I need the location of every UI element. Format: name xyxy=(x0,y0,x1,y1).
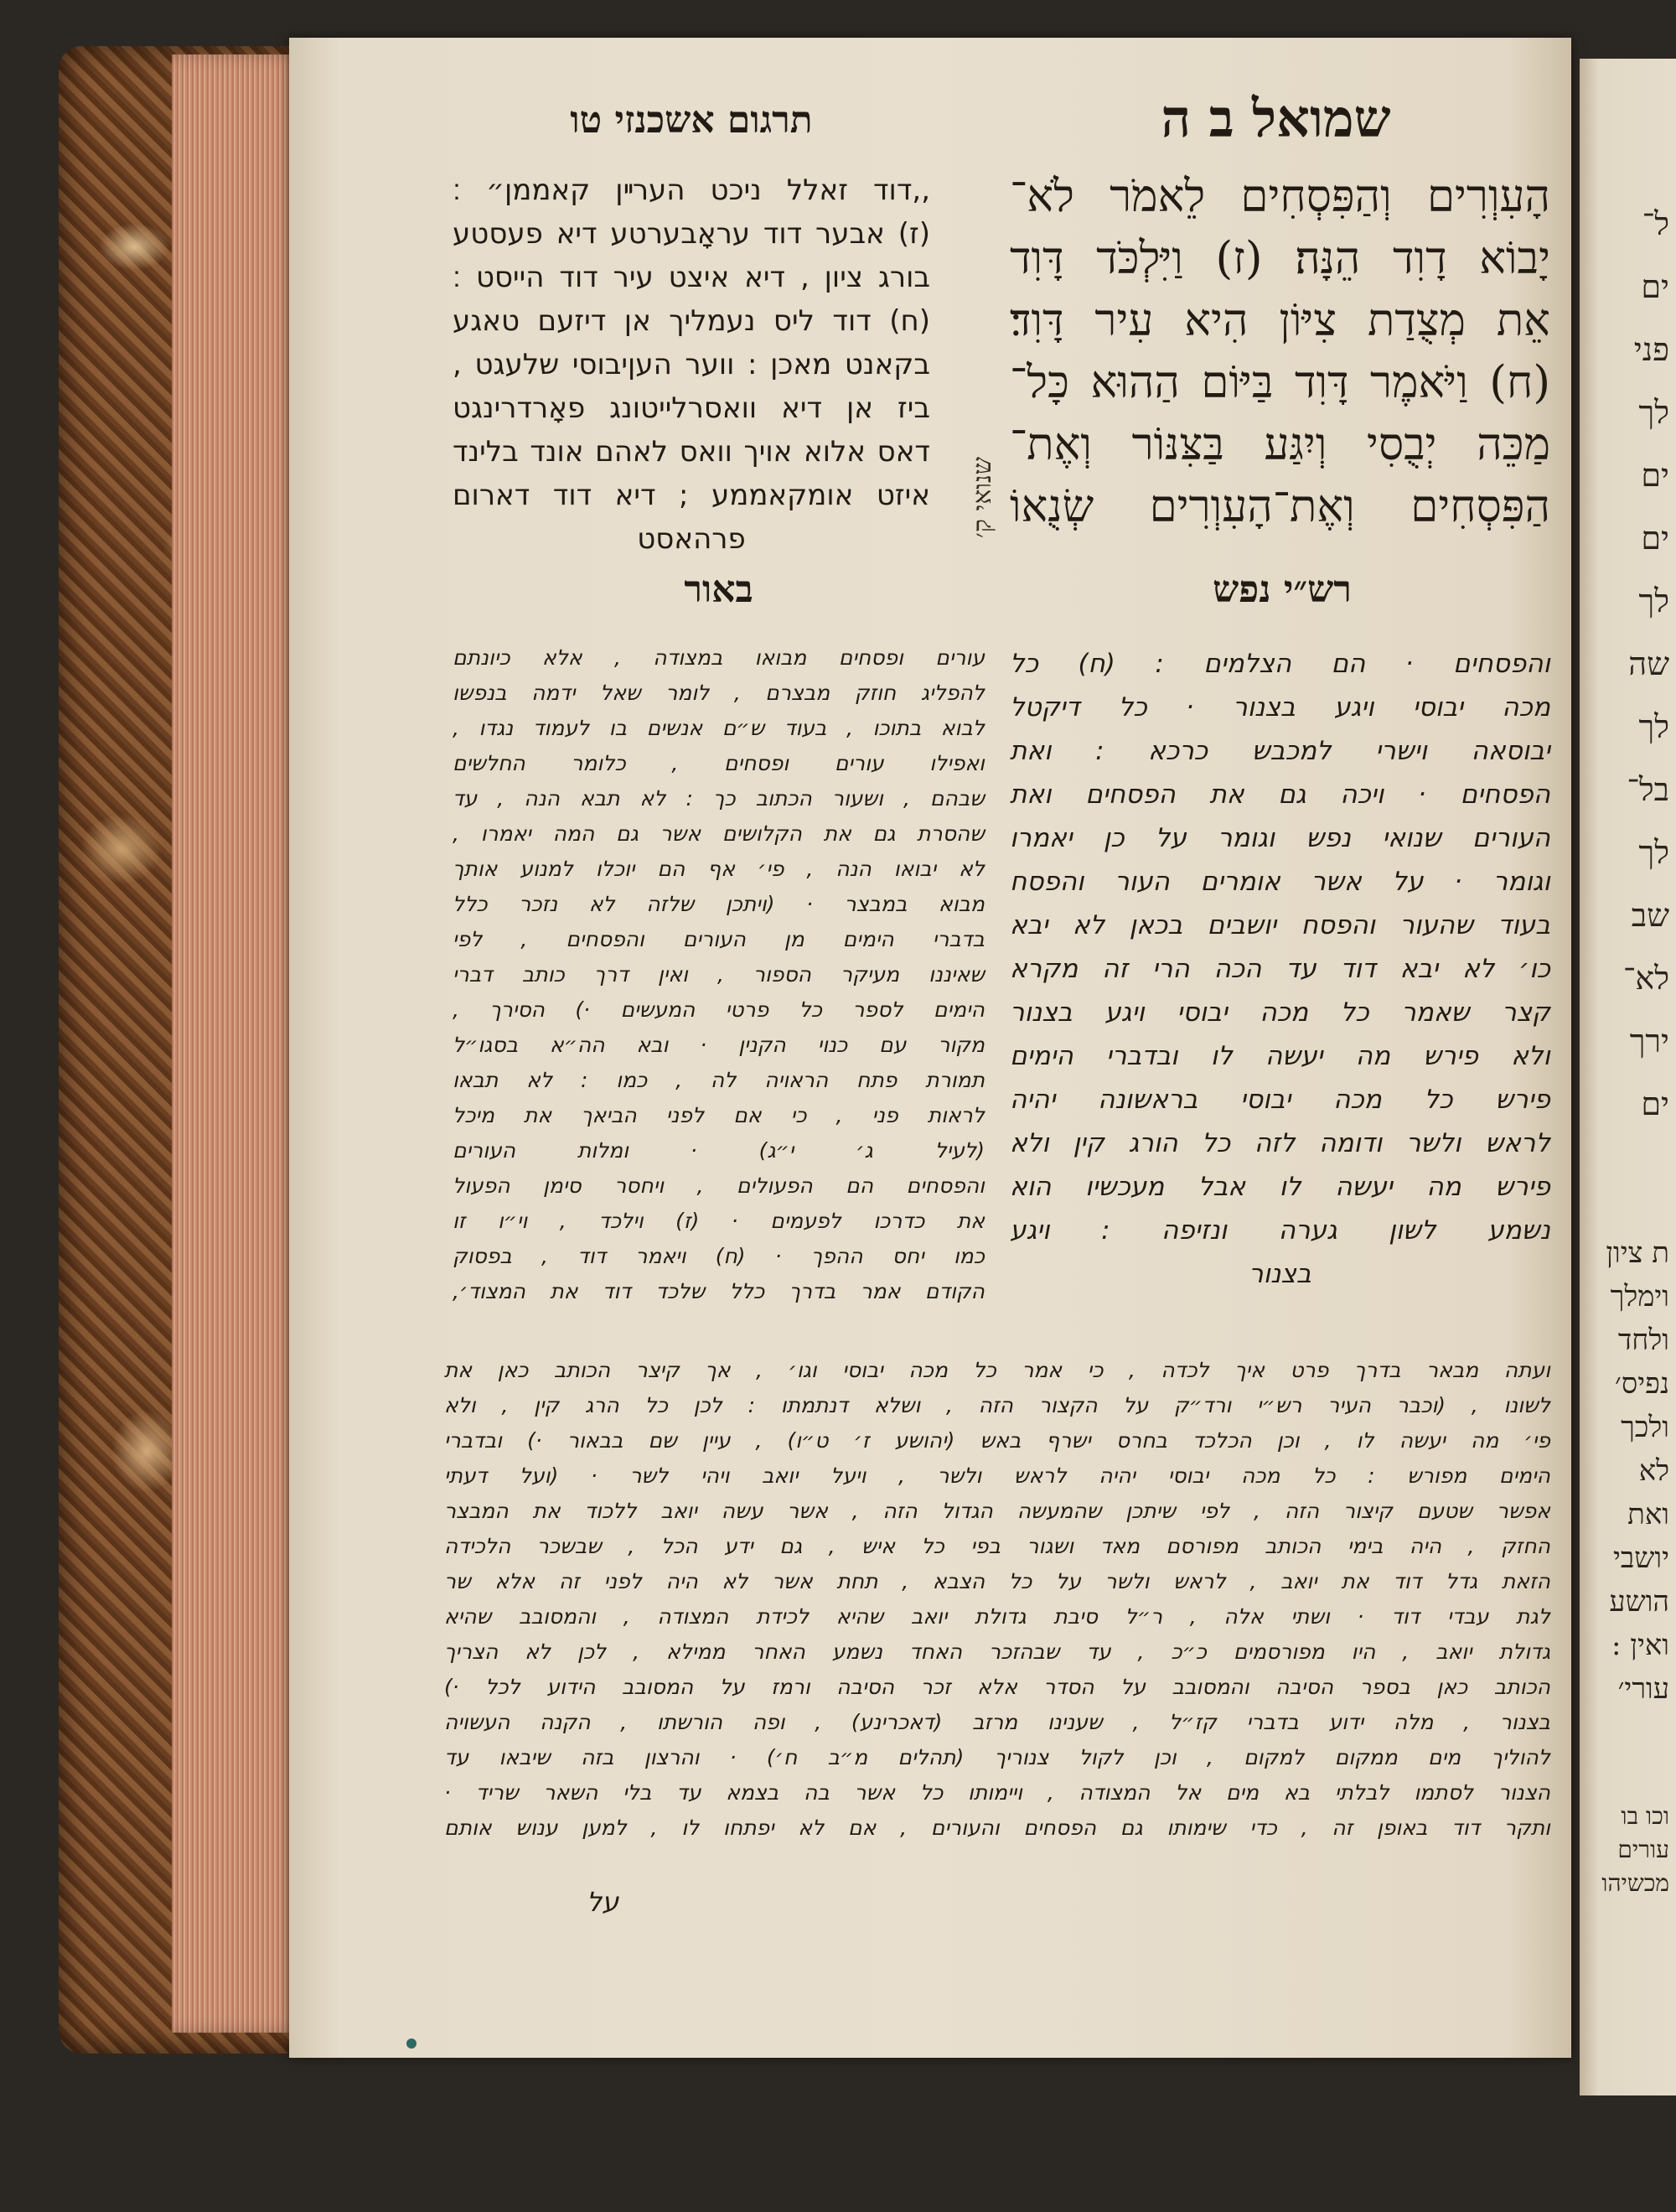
facing-page-fragment: וימלך xyxy=(1610,1280,1669,1313)
bottom-line: הזאת גדל דוד את יואב , לראש ולשר על כל הצבא , תחת אשר לא היה לפני זה אלא שר xyxy=(444,1569,1550,1593)
bottom-line: ותקר דוד באופן זה , כדי שימותו גם הפסחים והעורים , אם לא יפתחו לו , למען ענוש אותם xyxy=(444,1816,1550,1840)
rashi-line: בעוד שהעור והפסח יושבים בכאן לא יבא xyxy=(1010,910,1550,940)
facing-page-fragment: הושע xyxy=(1609,1585,1669,1619)
biur-line: לא יבואו הנה , פי׳ אף הם יוכלו למנוע אותך xyxy=(453,857,985,881)
margin-note: שנואי ק׳ xyxy=(968,457,997,539)
bottom-line: בצנור , מלה ידוע בדברי קז״ל , שענינו מרזב (דאכרינע) , ופה הורשתו , הקנה העשויה xyxy=(444,1710,1550,1734)
ink-spot xyxy=(406,2038,416,2049)
targum-line: בקאנט מאכן : ווער העןיבוסי שלעגט , xyxy=(453,348,930,381)
biur-line: הימים לספר כל פרטי המעשים ·) הסירך , xyxy=(453,997,985,1022)
rashi-line: קצר שאמר כל מכה יבוסי ויגע בצנור xyxy=(1010,997,1550,1028)
rashi-line: יבוסאה וישרי למכבש כרכא : ואת xyxy=(1010,736,1550,766)
bottom-line: החזק , היה בימי הכותב מפורסם מאד ושגור בפי כל איש , גם ידע הכל , שבשכר הלכידה xyxy=(444,1534,1550,1558)
biur-line: שאיננו מעיקר הספור , ואין דרך כותב דברי xyxy=(453,962,985,987)
targum-title: תרגום אשכנזי טו xyxy=(570,99,813,142)
rashi-line: פירש מה יעשה לו אבל מעכשיו הוא xyxy=(1010,1172,1550,1202)
facing-page-fragment: ים xyxy=(1641,520,1669,557)
biur-line: (לעיל ג׳ י״ג) · ומלות העורים xyxy=(453,1138,985,1163)
verse-line: (ח) וַיֹּאמֶר דָּוִד בַּיּוֹם הַהוּא כָּל־ xyxy=(1010,357,1550,408)
verse-line: הַפִּסְחִים וְאֶת־הָעִוְרִים שְׂנֻאוֹ xyxy=(1010,481,1550,532)
facing-page-fragment: ולחד xyxy=(1617,1324,1669,1357)
rashi-line: נשמע לשון גערה ונזיפה : ויגע xyxy=(1010,1215,1550,1246)
rashi-line: ולא פירש מה יעשה לו ובדברי הימים xyxy=(1010,1041,1550,1071)
biur-line: להפליג חוזק מבצרם , לומר שאל ידמה בנפשו xyxy=(453,681,985,705)
targum-line: פרהאסט xyxy=(637,522,746,556)
targum-line: (ח) דוד ליס נעמליך אן דיזעם טאגע xyxy=(453,304,930,338)
facing-page-fragment: פני xyxy=(1633,331,1669,368)
bottom-line: לשונו , (וכבר העיר רש״י ורד״ק על הקצור הזה , ושלא דנתמתו : לכן כל הרג קין , ולא xyxy=(444,1393,1550,1417)
facing-page-fragment: ולכך xyxy=(1621,1411,1669,1444)
biur-line: בדברי הימים מן העורים והפסחים , לפי xyxy=(453,927,985,951)
targum-line: דאס אלוא אויך וואס לאהם אונד בלינד xyxy=(453,435,930,469)
facing-page-fragment: שב xyxy=(1631,897,1669,934)
facing-page-fragment: וכו בו xyxy=(1621,1802,1669,1830)
biur-line: מקור עם כנוי הקנין · ובא הה״א בסגו״ל xyxy=(453,1033,985,1057)
verse-line: הָעִוְרִים וְהַפִּסְחִים לֵאמֹר לֹא־ xyxy=(1010,171,1550,222)
biur-line: שבהם , ושעור הכתוב כך : לא תבא הנה , עד xyxy=(453,786,985,811)
rashi-line: בצנור xyxy=(1249,1259,1311,1289)
rashi-line: העורים שנואי נפש וגומר על כן יאמרו xyxy=(1010,823,1550,853)
verse-line: אֵת מְצֻדַת צִיּוֹן הִיא עִיר דָּוִד׃ xyxy=(1010,295,1550,346)
bottom-line: ועתה מבאר בדרך פרט איך לכדה , כי אמר כל מכה יבוסי וגו׳ , אך קיצר הכותב כאן את xyxy=(444,1358,1550,1382)
verse-line: יָבוֹא דָוִד הֵנָּה׃ (ז) וַיִּלְכֹּד דָּוִד xyxy=(1010,233,1550,284)
biur-line: עורים ופסחים מבואו במצודה , אלא כיונתם xyxy=(453,645,985,670)
rashi-line: מכה יבוסי ויגע בצנור · כל דיקטל xyxy=(1010,692,1550,723)
targum-line: (ז) אבער דוד עראָבערטע דיא פעסטע xyxy=(453,217,930,251)
facing-page-fragment: ת ציון xyxy=(1606,1236,1669,1270)
bottom-line: הימים מפורש : כל מכה יבוסי יהיה לראש ולשר , ויעל יואב ויהי לשר · (ועל דעתי xyxy=(444,1463,1550,1488)
facing-page-fragment: לך xyxy=(1638,834,1669,871)
targum-line: ,,דוד זאלל ניכט הערײן קאממן״ ׃ xyxy=(453,174,930,207)
biur-line: והפסחים הם הפעולים , ויחסר סימן הפעול xyxy=(453,1173,985,1198)
biur-line: לבוא בתוכו , בעוד ש״ם אנשים בו לעמוד נגדו , xyxy=(453,716,985,740)
verse-line: מַכֵּה יְבֻסִי וְיִגַּע בַּצִּנּוֹר וְאֶת־ xyxy=(1010,419,1550,470)
facing-page-fragment: שה xyxy=(1628,645,1669,682)
facing-page-fragment: לא־ xyxy=(1622,960,1669,997)
biur-line: כמו יחס ההפך · (ח) ויאמר דוד , בפסוק xyxy=(453,1244,985,1268)
facing-page-fragment: ים xyxy=(1641,268,1669,305)
facing-page-fragment: מכשיהו xyxy=(1601,1869,1669,1897)
targum-line: בורג ציון , דיא איצט עיר דוד הייסט ׃ xyxy=(453,261,930,294)
rashi-line: והפסחים · הם הצלמים : (ח) כל xyxy=(1010,649,1550,679)
targum-line: איזט אומקאממע ; דיא דוד דארום xyxy=(453,479,930,512)
rashi-line: לראש ולשר ודומה לזה כל הורג קין ולא xyxy=(1010,1128,1550,1158)
bottom-line: הצנור לסתמו לבלתי בא מים אל המצודה , ויימותו כל אשר בה בצמא עד בלי השאר שריד · xyxy=(444,1780,1550,1805)
facing-page xyxy=(1580,59,1676,2095)
page-edges xyxy=(172,54,306,2033)
bottom-line: פי׳ מה יעשה לו , וכן הכלכד בחרס ישרף באש (יהושע ז׳ ט״ו) , עיין שם בבאור ·) ובדברי xyxy=(444,1428,1550,1453)
facing-page-fragment: עורי׳ xyxy=(1617,1672,1669,1706)
facing-page-fragment: ים xyxy=(1641,1085,1669,1122)
facing-page-fragment: עורים xyxy=(1617,1836,1669,1863)
facing-page-fragment: לך xyxy=(1638,583,1669,619)
bottom-line: לגת עבדי דוד · ושתי אלה , ר״ל סיבת גדולת יואב שהיא לכידת המצודה , והמסובב שהיא xyxy=(444,1604,1550,1629)
biur-line: ואפילו עורים ופסחים , כלומר החלשים xyxy=(453,751,985,775)
facing-page-fragment: ואין : xyxy=(1611,1629,1669,1662)
facing-page-fragment: נפיס׳ xyxy=(1615,1367,1669,1401)
facing-page-fragment: יושבי xyxy=(1613,1541,1669,1575)
facing-page-fragment: לך xyxy=(1638,708,1669,745)
rashi-heading: רש״י נפש xyxy=(1213,568,1352,611)
facing-page-fragment: ים xyxy=(1641,457,1669,494)
rashi-line: כו׳ לא יבא דוד עד הכה הרי זה מקרא xyxy=(1010,954,1550,984)
facing-page-fragment: ירך xyxy=(1629,1023,1669,1059)
facing-page-fragment: ואת xyxy=(1627,1498,1669,1531)
biur-line: לראות פני , כי אם לפני הביאך את מיכל xyxy=(453,1103,985,1127)
bottom-line: להוליך מים ממקום למקום , וכן לקול צנוריך (תהלים מ״ב ח׳) · והרצון בזה שיבאו עד xyxy=(444,1745,1550,1769)
bottom-line: הכותב כאן בספר הסיבה והמסובב על הסדר אלא זכר הסיבה ורמז על המסובב הידוע לכל ·) xyxy=(444,1675,1550,1699)
rashi-line: הפסחים · ויכה גם את הפסחים ואת xyxy=(1010,780,1550,810)
rashi-line: וגומר · על אשר אומרים העור והפסח xyxy=(1010,867,1550,897)
bottom-line: גדולת יואב , היו מפורסמים כ״כ , עד שבהזכר האחד נשמע האחר ממילא , לכן לא הצריך xyxy=(444,1640,1550,1664)
facing-page-fragment: לך xyxy=(1638,394,1669,431)
biur-line: שהסרת גם את הקלושים אשר גם המה יאמרו , xyxy=(453,821,985,846)
facing-page-fragment: בל־ xyxy=(1627,771,1669,808)
catchword: על xyxy=(587,1886,619,1918)
bottom-line: אפשר שטעם קיצור הזה , לפי שיתכן שהמעשה הגדול הזה , אשר עשה יואב ללכוד את המבצר xyxy=(444,1499,1550,1523)
biur-line: מבוא במבצר · (ויתכן שלזה לא נזכר כלל xyxy=(453,892,985,916)
biur-heading: באור xyxy=(684,568,753,611)
rashi-line: פירש כל מכה יבוסי בראשונה יהיה xyxy=(1010,1085,1550,1115)
biur-line: תמורת פתח הראויה לה , כמו : לא תבאו xyxy=(453,1068,985,1092)
facing-page-fragment: ל־ xyxy=(1642,205,1669,242)
facing-page-fragment: לא xyxy=(1638,1454,1669,1488)
running-title: שמואל ב ה xyxy=(1161,88,1391,149)
biur-line: את כדרכו לפעמים · (ז) וילכד , וי״ו זו xyxy=(453,1209,985,1233)
targum-line: ביז אן דיא וואסרלייטונג פאָרדרינגט xyxy=(453,391,930,425)
biur-line: הקודם אמר בדרך כלל שלכד דוד את המצוד׳, xyxy=(453,1279,985,1303)
